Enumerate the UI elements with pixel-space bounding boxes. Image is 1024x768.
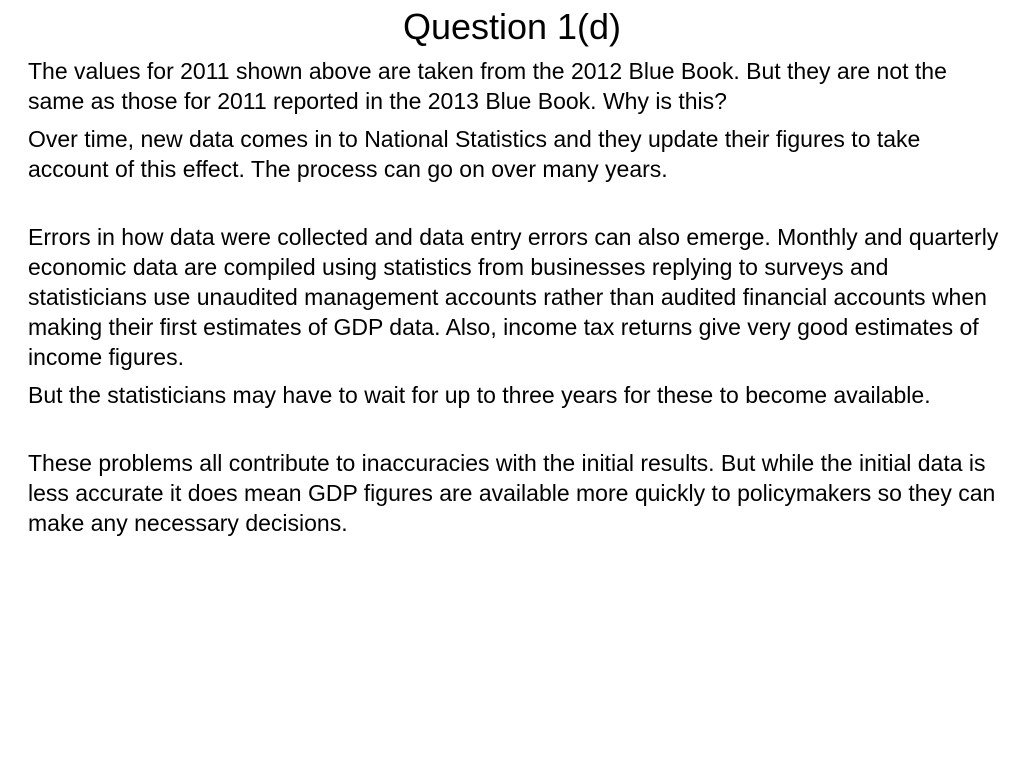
paragraph-conclusion: These problems all contribute to inaccuracies with the initial results. But while the initial data is less accurate it does mean GDP figures are available more quickly to policymakers so they can make any necessary decisions. — [28, 450, 996, 536]
paragraph-spacer — [28, 418, 1003, 448]
paragraph-waiting: But the statisticians may have to wait for up to three years for these to become available. — [28, 382, 931, 408]
slide-title: Question 1(d) — [402, 6, 622, 47]
paragraph-errors: Errors in how data were collected and data entry errors can also emerge. Monthly and quarterly economic data are compiled using statistics from businesses replying to surveys and statisticians use unaudited management accounts rather than audited financial accounts when making their first estimates of GDP data. Also, income tax returns give very good estimates of income figures. — [28, 224, 999, 370]
paragraph-spacer — [28, 192, 1003, 222]
slide-body — [28, 56, 1003, 546]
paragraph-revisions: Over time, new data comes in to National Statistics and they update their figures to take account of this effect. The process can go on over many years. — [28, 126, 921, 182]
paragraph-question: The values for 2011 shown above are taken from the 2012 Blue Book. But they are not the same as those for 2011 reported in the 2013 Blue Book. Why is this? — [28, 58, 947, 114]
